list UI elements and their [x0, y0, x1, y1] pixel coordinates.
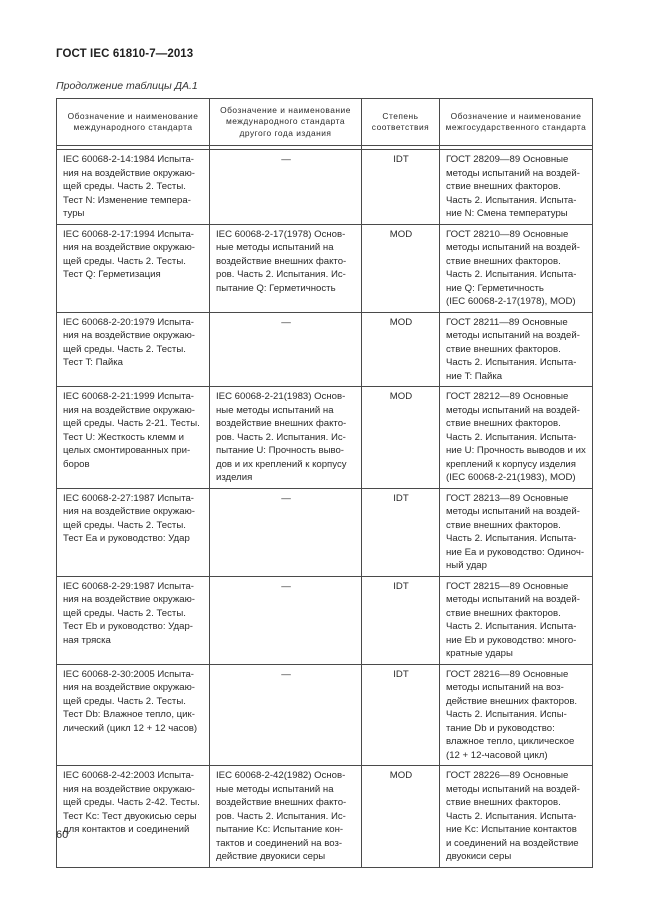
page-number: 60 — [56, 829, 69, 841]
cell-line: методы испытаний на воздей- — [446, 404, 580, 416]
cell-line: IEC 60068-2-29:1987 Испыта- — [63, 580, 195, 592]
cell-line: влажное тепло, циклическое — [446, 736, 575, 747]
cell-interstate-standard — [440, 312, 593, 387]
cell-line: Часть 2. Испытания. Испыта- — [446, 533, 577, 544]
cell-line: (12 + 12-часовой цикл) — [446, 749, 548, 761]
cell-other-edition — [210, 150, 362, 225]
cell-line: для контактов и соединений — [63, 824, 190, 835]
cell-line: пытание U: Прочность выво- — [216, 445, 344, 456]
table-row — [57, 387, 593, 489]
cell-degree-of-correspondence: IDT — [362, 150, 440, 225]
cell-line: ние U: Прочность выводов и их — [446, 445, 586, 456]
cell-line: ние Kc: Испытание контактов — [446, 824, 577, 835]
cell-line: ная тряска — [63, 634, 111, 646]
cell-line: методы испытаний на воздей- — [446, 167, 580, 179]
cell-degree-of-correspondence: IDT — [362, 488, 440, 576]
cell-line: ния на воздействие окружаю- — [63, 506, 195, 517]
cell-line: IEC 60068-2-17(1978) Основ- — [216, 228, 346, 240]
cell-other-edition — [210, 312, 362, 387]
cell-line: ния на воздействие окружаю- — [63, 330, 195, 341]
cell-international-standard — [57, 664, 210, 766]
cell-line: ГОСТ 28210—89 Основные — [446, 228, 569, 240]
cell-line: IEC 60068-2-30:2005 Испыта- — [63, 668, 195, 680]
cell-line: ния на воздействие окружаю- — [63, 783, 195, 795]
cell-line: боров — [63, 458, 90, 470]
cell-line: Тест Q: Герметизация — [63, 269, 161, 280]
cell-interstate-standard — [440, 766, 593, 868]
cell-other-edition — [210, 664, 362, 766]
cell-line: ния на воздействие окружаю- — [63, 167, 195, 179]
cell-degree-of-correspondence: IDT — [362, 576, 440, 664]
cell-other-edition — [210, 488, 362, 576]
table-row — [57, 224, 593, 312]
cell-line: Часть 2. Испытания. Испыта- — [446, 621, 577, 632]
cell-line: методы испытаний на воздей- — [446, 330, 580, 341]
cell-line: Тест T: Пайка — [63, 357, 123, 368]
column-header-international-standard: Обозначение и наименование международного стандарта — [57, 99, 210, 146]
cell-line: методы испытаний на воздей- — [446, 594, 580, 605]
cell-line: ствие внешних факторов. — [446, 797, 561, 808]
cell-line: Тест Ea и руководство: Удар — [63, 533, 190, 544]
cell-line: методы испытаний на воз- — [446, 682, 564, 693]
cell-line: щей среды. Часть 2. Тесты. — [63, 519, 186, 531]
cell-line: щей среды. Часть 2-42. Тесты. — [63, 797, 200, 808]
cell-line: Тест U: Жесткость клемм и — [63, 431, 184, 443]
table-row — [57, 312, 593, 387]
cell-line: щей среды. Часть 2. Тесты. — [63, 181, 186, 192]
cell-line: действие двуокиси серы — [216, 851, 326, 862]
cell-line: ствие внешних факторов. — [446, 418, 561, 429]
cell-line: Часть 2. Испытания. Испыта- — [446, 194, 577, 206]
cell-line: ния на воздействие окружаю- — [63, 404, 195, 416]
table-caption: Продолжение таблицы ДА.1 — [56, 80, 198, 92]
cell-interstate-standard — [440, 224, 593, 312]
cell-line: ГОСТ 28215—89 Основные — [446, 580, 569, 592]
cell-international-standard — [57, 488, 210, 576]
cell-degree-of-correspondence: MOD — [362, 387, 440, 489]
column-header-interstate-standard: Обозначение и наименование межгосударственного стандарта — [440, 99, 593, 146]
table-row — [57, 766, 593, 868]
cell-line: (IEC 60068-2-21(1983), MOD) — [446, 472, 576, 483]
cell-degree-of-correspondence: MOD — [362, 224, 440, 312]
cell-line: ния на воздействие окружаю- — [63, 682, 195, 693]
cell-international-standard — [57, 224, 210, 312]
cell-international-standard — [57, 312, 210, 387]
cell-line: воздействие внешних факто- — [216, 255, 347, 267]
cell-interstate-standard — [440, 488, 593, 576]
cell-other-edition — [210, 387, 362, 489]
cell-interstate-standard — [440, 664, 593, 766]
cell-line: кратные удары — [446, 648, 513, 659]
cell-line: пытание Kc: Испытание кон- — [216, 824, 344, 835]
cell-line: Тест Eb и руководство: Удар- — [63, 621, 193, 632]
cell-line: — — [281, 668, 291, 680]
cell-line: ние Q: Герметичность — [446, 282, 544, 294]
cell-line: туры — [63, 208, 85, 219]
cell-line: ствие внешних факторов. — [446, 519, 561, 531]
cell-degree-of-correspondence: MOD — [362, 766, 440, 868]
cell-other-edition — [210, 224, 362, 312]
table-row — [57, 664, 593, 766]
cell-line: дов и их креплений к корпусу — [216, 458, 347, 470]
cell-line: Тест N: Изменение темпера- — [63, 194, 191, 206]
cell-line: Тест Db: Влажное тепло, цик- — [63, 709, 195, 720]
cell-line: IEC 60068-2-42:2003 Испыта- — [63, 770, 195, 781]
cell-line: ние T: Пайка — [446, 370, 503, 382]
cell-line: — — [281, 316, 291, 328]
cell-line: IEC 60068-2-20:1979 Испыта- — [63, 316, 195, 328]
cell-line: Часть 2. Испытания. Испыта- — [446, 810, 577, 822]
cell-line: ствие внешних факторов. — [446, 343, 561, 355]
cell-line: Часть 2. Испытания. Испыта- — [446, 357, 577, 368]
cell-line: ные методы испытаний на — [216, 242, 334, 253]
cell-line: воздействие внешних факто- — [216, 418, 347, 429]
cell-line: методы испытаний на воздей- — [446, 242, 580, 253]
cell-line: — — [281, 580, 291, 592]
cell-interstate-standard — [440, 576, 593, 664]
cell-line: ные методы испытаний на — [216, 783, 334, 795]
cell-other-edition — [210, 576, 362, 664]
cell-degree-of-correspondence: IDT — [362, 664, 440, 766]
cell-line: щей среды. Часть 2. Тесты. — [63, 343, 186, 355]
standards-correspondence-table — [56, 98, 593, 868]
cell-line: тание Db и руководство: — [446, 722, 555, 734]
cell-line: методы испытаний на воздей- — [446, 783, 580, 795]
cell-line: ГОСТ 28226—89 Основные — [446, 770, 569, 781]
column-header-other-edition: Обозначение и наименование международного стандарта другого года издания — [210, 99, 362, 146]
cell-other-edition — [210, 766, 362, 868]
cell-line: IEC 60068-2-21(1983) Основ- — [216, 391, 346, 402]
cell-line: тактов и соединений на воз- — [216, 837, 343, 849]
cell-line: ров. Часть 2. Испытания. Ис- — [216, 810, 346, 822]
cell-line: действие внешних факторов. — [446, 695, 578, 707]
cell-line: Часть 2. Испытания. Испыта- — [446, 431, 577, 443]
cell-line: методы испытаний на воздей- — [446, 506, 580, 517]
cell-line: IEC 60068-2-17:1994 Испыта- — [63, 228, 195, 240]
cell-line: изделия — [216, 472, 253, 483]
cell-line: ния на воздействие окружаю- — [63, 594, 195, 605]
cell-international-standard — [57, 387, 210, 489]
cell-line: ров. Часть 2. Испытания. Ис- — [216, 269, 346, 280]
cell-line: ствие внешних факторов. — [446, 181, 561, 192]
column-header-degree-of-correspondence: Степень соответствия — [362, 99, 440, 146]
cell-line: ние Ea и руководство: Одиноч- — [446, 546, 585, 558]
cell-interstate-standard — [440, 150, 593, 225]
cell-line: креплений к корпусу изделия — [446, 458, 576, 470]
cell-line: ГОСТ 28211—89 Основные — [446, 316, 568, 328]
header-row — [57, 99, 593, 146]
cell-line: Часть 2. Испытания. Испыта- — [446, 269, 577, 280]
cell-line: ствие внешних факторов. — [446, 255, 561, 267]
cell-line: пытание Q: Герметичность — [216, 282, 336, 294]
cell-line: щей среды. Часть 2. Тесты. — [63, 255, 186, 267]
cell-line: ный удар — [446, 560, 487, 571]
cell-line: щей среды. Часть 2. Тесты. — [63, 607, 186, 619]
cell-line: щей среды. Часть 2. Тесты. — [63, 695, 186, 707]
table-row — [57, 150, 593, 225]
cell-line: воздействие внешних факто- — [216, 797, 347, 808]
cell-line: ние N: Смена температуры — [446, 208, 568, 219]
cell-line: щей среды. Часть 2-21. Тесты. — [63, 418, 200, 429]
cell-international-standard — [57, 576, 210, 664]
cell-line: IEC 60068-2-14:1984 Испыта- — [63, 154, 195, 165]
cell-line: IEC 60068-2-42(1982) Основ- — [216, 770, 346, 781]
cell-line: — — [281, 492, 291, 504]
cell-line: — — [281, 154, 291, 165]
cell-line: ния на воздействие окружаю- — [63, 242, 195, 253]
cell-line: ГОСТ 28212—89 Основные — [446, 391, 569, 402]
cell-line: Часть 2. Испытания. Испы- — [446, 709, 567, 720]
cell-line: IEC 60068-2-27:1987 Испыта- — [63, 492, 195, 504]
cell-line: ГОСТ 28216—89 Основные — [446, 668, 569, 680]
cell-international-standard — [57, 150, 210, 225]
cell-line: и соединений на воздействие — [446, 837, 579, 849]
cell-interstate-standard — [440, 387, 593, 489]
cell-degree-of-correspondence: MOD — [362, 312, 440, 387]
cell-line: IEC 60068-2-21:1999 Испыта- — [63, 391, 195, 402]
cell-line: ствие внешних факторов. — [446, 607, 561, 619]
table-row — [57, 576, 593, 664]
cell-line: лический (цикл 12 + 12 часов) — [63, 722, 198, 734]
cell-line: ние Eb и руководство: много- — [446, 634, 577, 646]
table-body — [57, 146, 593, 868]
document-header: ГОСТ IEC 61810-7—2013 — [56, 48, 194, 60]
cell-line: ные методы испытаний на — [216, 404, 334, 416]
cell-line: двуокиси серы — [446, 851, 512, 862]
cell-line: (IEC 60068-2-17(1978), MOD) — [446, 296, 576, 307]
table-row — [57, 488, 593, 576]
cell-line: целых смонтированных при- — [63, 445, 191, 456]
cell-line: ГОСТ 28213—89 Основные — [446, 492, 569, 504]
cell-line: Тест Kc: Тест двуокисью серы — [63, 810, 197, 822]
cell-line: ров. Часть 2. Испытания. Ис- — [216, 431, 346, 443]
cell-line: ГОСТ 28209—89 Основные — [446, 154, 569, 165]
table-header — [57, 99, 593, 146]
cell-international-standard — [57, 766, 210, 868]
